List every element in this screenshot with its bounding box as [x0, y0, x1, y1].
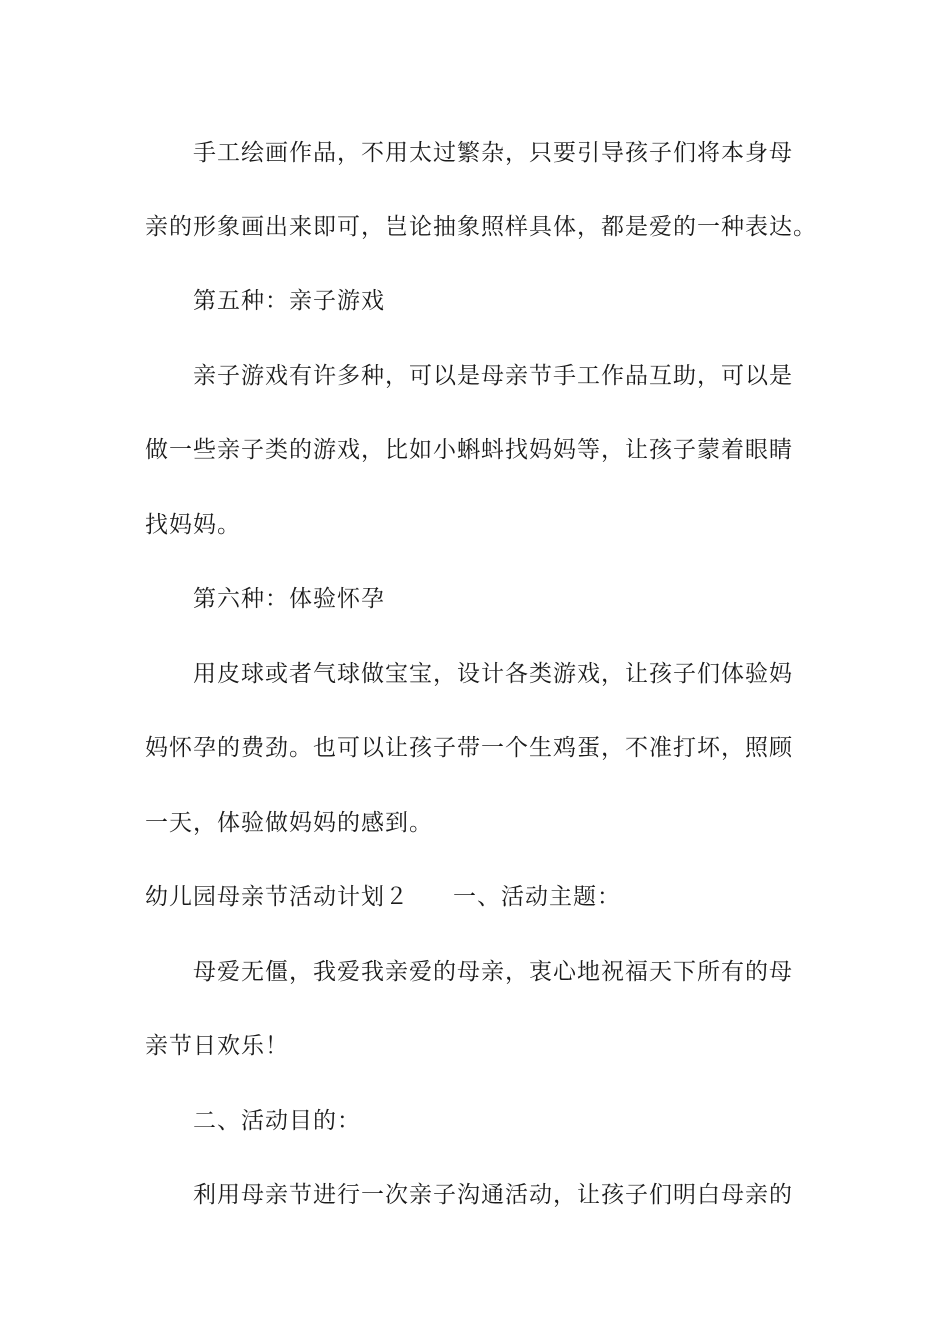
paragraph-line: 亲节日欢乐！ [145, 1033, 289, 1059]
paragraph-line: 手工绘画作品，不用太过繁杂，只要引导孩子们将本身母 [193, 140, 793, 166]
paragraph-line: 母爱无僵，我爱我亲爱的母亲，衷心地祝福天下所有的母 [193, 959, 793, 985]
document-title: 幼儿园母亲节活动计划２ [145, 884, 409, 910]
section-heading: 一、活动主题： [453, 884, 621, 910]
paragraph-line: 用皮球或者气球做宝宝，设计各类游戏，让孩子们体验妈 [193, 661, 793, 687]
paragraph-line: 妈怀孕的费劲。也可以让孩子带一个生鸡蛋，不准打坏，照顾 [145, 735, 793, 761]
section-heading: 第五种：亲子游戏 [193, 288, 385, 314]
paragraph-line: 亲的形象画出来即可，岂论抽象照样具体，都是爱的一种表达。 [145, 214, 817, 240]
paragraph-line: 做一些亲子类的游戏，比如小蝌蚪找妈妈等，让孩子蒙着眼睛 [145, 437, 793, 463]
paragraph-line: 利用母亲节进行一次亲子沟通活动，让孩子们明白母亲的 [193, 1182, 793, 1208]
paragraph-line: 找妈妈。 [145, 512, 241, 538]
section-heading: 二、活动目的： [193, 1108, 361, 1134]
paragraph-line: 一天，体验做妈妈的感到。 [145, 810, 433, 836]
paragraph-line: 亲子游戏有许多种，可以是母亲节手工作品互助，可以是 [193, 363, 793, 389]
section-heading: 第六种：体验怀孕 [193, 586, 385, 612]
title-line [145, 882, 621, 912]
